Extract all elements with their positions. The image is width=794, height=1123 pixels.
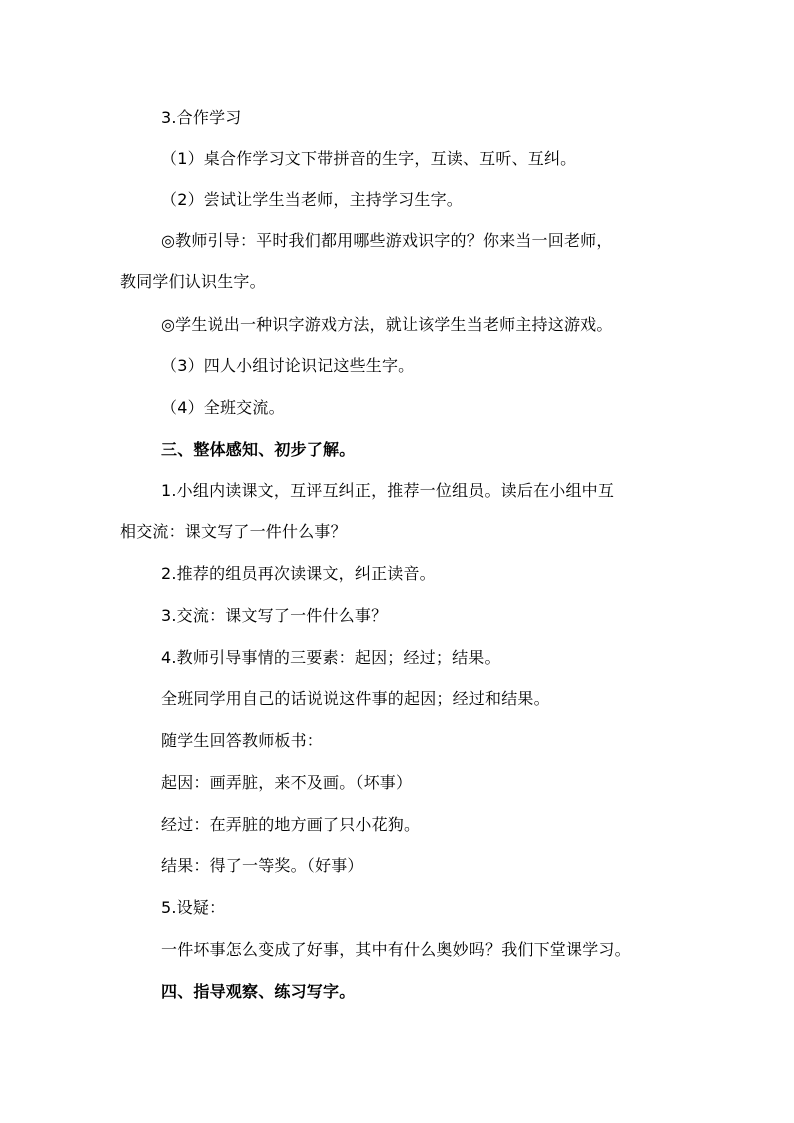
paragraph-line: 1.小组内读课文，互评互纠正，推荐一位组员。读后在小组中互: [161, 481, 615, 500]
paragraph-line: 一件坏事怎么变成了好事，其中有什么奥妙吗？我们下堂课学习。: [161, 940, 631, 959]
paragraph-line: 2.推荐的组员再次读课文，纠正读音。: [161, 564, 436, 583]
section-heading: 三、整体感知、初步了解。: [161, 440, 356, 459]
paragraph-line: 5.设疑：: [161, 898, 226, 917]
paragraph-line: 教同学们认识生字。: [120, 272, 266, 291]
paragraph-line: （2）尝试让学生当老师，主持学习生字。: [161, 190, 463, 209]
paragraph-line: 4.教师引导事情的三要素：起因；经过；结果。: [161, 648, 501, 667]
paragraph-line: 相交流：课文写了一件什么事？: [120, 522, 347, 541]
paragraph-line: ◎学生说出一种识字游戏方法，就让该学生当老师主持这游戏。: [161, 315, 613, 334]
paragraph-line: 3.交流：课文写了一件什么事？: [161, 606, 388, 625]
paragraph-line: 结果：得了一等奖。（好事）: [161, 856, 364, 875]
section-subheading: 3.合作学习: [161, 108, 242, 127]
paragraph-line: （4）全班交流。: [161, 398, 285, 417]
paragraph-line: 随学生回答教师板书：: [161, 731, 324, 750]
paragraph-line: （1）桌合作学习文下带拼音的生字，互读、互听、互纠。: [161, 149, 577, 168]
paragraph-line: ◎教师引导：平时我们都用哪些游戏识字的？你来当一回老师，: [161, 231, 613, 250]
paragraph-line: （3）四人小组讨论识记这些生字。: [161, 356, 415, 375]
paragraph-line: 经过：在弄脏的地方画了只小花狗。: [161, 815, 421, 834]
section-heading: 四、指导观察、练习写字。: [161, 982, 356, 1001]
paragraph-line: 全班同学用自己的话说说这件事的起因；经过和结果。: [161, 689, 550, 708]
paragraph-line: 起因：画弄脏，来不及画。（坏事）: [161, 773, 413, 792]
